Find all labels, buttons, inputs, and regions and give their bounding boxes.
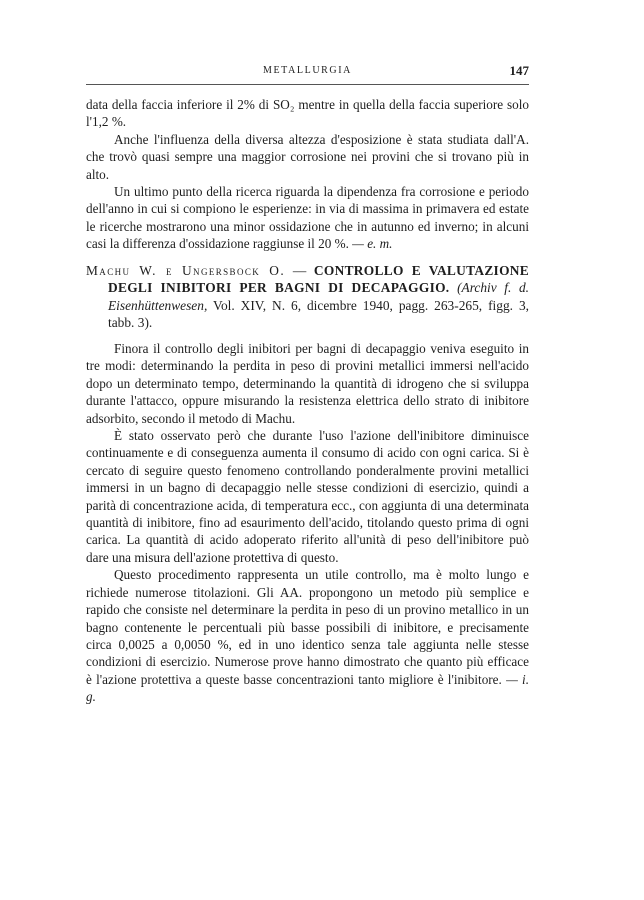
bibliographic-reference xyxy=(86,262,529,332)
reference-dash: — xyxy=(285,263,314,278)
first-article-continuation xyxy=(86,96,529,253)
paragraph xyxy=(86,566,529,705)
author-signature: — e. m. xyxy=(352,236,393,252)
page-number: 147 xyxy=(509,63,529,78)
reference-entry xyxy=(86,262,529,332)
page-header xyxy=(86,63,529,83)
paragraph-text: Un ultimo punto della ricerca riguarda la dipendenza fra corrosione e periodo dell'anno in cui si compiono le esperienze: in via di massima in primavera ed estate le ricerche mostrarono una minor ossidazione che in autunno ed inverno; in alcuni casi la differenza d'ossidazione raggiunse il 20 %. xyxy=(86,184,529,252)
reference-title: CONTROLLO E VALUTAZIONE DEGLI INIBITORI PER BAGNI DI DECAPAGGIO. xyxy=(108,263,529,296)
paragraph-text: Questo procedimento rappresenta un utile controllo, ma è molto lungo e richiede numerose titolazioni. Gli AA. propongono un metodo più semplice e rapido che consiste nel determinare la perdita in peso di un provino metallico in un bagno contenente le percentuali più basse possibili di inibitore, e precisamente circa 0,0025 a 0,0050 %, ed in uno identico senza tale aggiunta nelle stesse condizioni di esercizio. Numerose prove hanno dimostrato che quanto più efficace è l'azione protettiva a queste basse concentrazioni tanto migliore è l'inibitore. xyxy=(86,567,529,687)
paragraph: data della faccia inferiore il 2% di SO₂ mentre in quella della faccia superiore solo l'1,2 %. xyxy=(86,97,529,130)
paragraph xyxy=(86,183,529,253)
running-title: METALLURGIA xyxy=(262,65,352,76)
author-signature: — i. g. xyxy=(86,671,529,705)
reference-details: Vol. XIV, N. 6, dicembre 1940, pagg. 263-265, figg. 3, tabb. 3). xyxy=(108,297,529,331)
paragraph: Finora il controllo degli inibitori per bagni di decapaggio veniva eseguito in tre modi: determinando la perdita in peso di provini metallici immersi nell'acido dopo un determinato tempo, determinando la quantità di idrogeno che si sviluppa durante l'attacco, oppure misurando la resistenza elettrica dello strato di inibitore adsorbito, secondo il metodo di Machu. xyxy=(86,341,529,426)
paragraph: Anche l'influenza della diversa altezza d'esposizione è stata studiata dall'A. che trovò quasi sempre una maggior corrosione nei provini che si trovano più in alto. xyxy=(86,131,529,182)
header-rule xyxy=(86,84,529,85)
reference-journal: (Archiv f. d. Eisenhüttenwesen, xyxy=(108,280,529,313)
second-article-body xyxy=(86,340,529,706)
reference-authors: Machu W. e Ungersbock O. xyxy=(86,263,286,278)
paragraph: È stato osservato però che durante l'uso l'azione dell'inibitore diminuisce continuamente e di conseguenza aumenta il consumo di acido con ogni carica. Si è cercato di seguire questo fenomeno controllando ponderalmente provini metallici immersi in un bagno di decapaggio nelle stesse condizioni di esercizio, quindi a parità di concentrazione acida, di temperatura ecc., con aggiunta di una determinata quantità di inibitore, fino ad esaurimento dell'acido, titolando questo prima di ogni carica. La quantità di acido adoperato riferito all'unità di peso dell'inibitore può dare una misura dell'azione protettiva di questo. xyxy=(86,428,529,565)
